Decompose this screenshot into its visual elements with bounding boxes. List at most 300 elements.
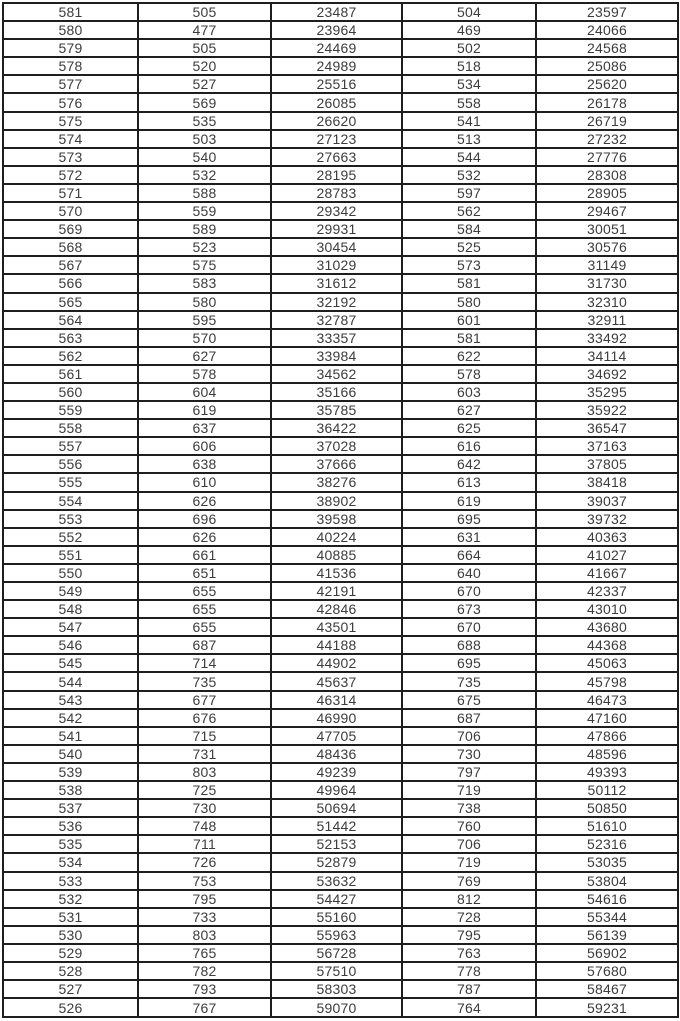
table-cell: 505 <box>138 39 271 57</box>
table-cell: 54427 <box>271 890 402 908</box>
table-cell: 57680 <box>536 962 678 980</box>
table-cell: 573 <box>3 148 138 166</box>
table-row <box>3 148 678 166</box>
table-cell: 544 <box>3 672 138 690</box>
table-row <box>3 3 678 21</box>
table-cell: 782 <box>138 962 271 980</box>
table-row <box>3 636 678 654</box>
table-cell: 559 <box>3 401 138 419</box>
table-cell: 28783 <box>271 184 402 202</box>
table-cell: 55344 <box>536 908 678 926</box>
table-cell: 626 <box>138 492 271 510</box>
table-row <box>3 745 678 763</box>
table-cell: 529 <box>3 944 138 962</box>
table-cell: 622 <box>402 347 536 365</box>
table-cell: 23597 <box>536 3 678 21</box>
table-cell: 40363 <box>536 528 678 546</box>
table-cell: 764 <box>402 998 536 1017</box>
table-cell: 29342 <box>271 202 402 220</box>
table-cell: 59070 <box>271 998 402 1017</box>
table-cell: 27232 <box>536 130 678 148</box>
table-cell: 24469 <box>271 39 402 57</box>
table-cell: 601 <box>402 311 536 329</box>
table-row <box>3 347 678 365</box>
table-cell: 619 <box>402 492 536 510</box>
table-cell: 533 <box>3 872 138 890</box>
table-cell: 566 <box>3 274 138 292</box>
table-cell: 523 <box>138 238 271 256</box>
table-row <box>3 998 678 1017</box>
table-cell: 562 <box>402 202 536 220</box>
table-cell: 41536 <box>271 564 402 582</box>
table-cell: 549 <box>3 582 138 600</box>
table-cell: 531 <box>3 908 138 926</box>
table-cell: 677 <box>138 691 271 709</box>
table-cell: 711 <box>138 835 271 853</box>
table-cell: 795 <box>138 890 271 908</box>
table-row <box>3 473 678 491</box>
table-cell: 664 <box>402 546 536 564</box>
table-cell: 530 <box>3 926 138 944</box>
table-cell: 688 <box>402 636 536 654</box>
table-row <box>3 727 678 745</box>
table-cell: 51610 <box>536 817 678 835</box>
table-cell: 31149 <box>536 256 678 274</box>
table-cell: 528 <box>3 962 138 980</box>
table-cell: 503 <box>138 130 271 148</box>
table-cell: 34114 <box>536 347 678 365</box>
table-cell: 730 <box>402 745 536 763</box>
table-cell: 578 <box>3 57 138 75</box>
table-cell: 32787 <box>271 311 402 329</box>
table-cell: 696 <box>138 510 271 528</box>
table-cell: 51442 <box>271 817 402 835</box>
table-cell: 44368 <box>536 636 678 654</box>
table-cell: 32192 <box>271 293 402 311</box>
table-row <box>3 21 678 39</box>
table-row <box>3 835 678 853</box>
table-cell: 56728 <box>271 944 402 962</box>
score-table-body <box>3 3 678 1017</box>
table-cell: 730 <box>138 799 271 817</box>
table-cell: 571 <box>3 184 138 202</box>
table-cell: 46990 <box>271 709 402 727</box>
table-cell: 556 <box>3 455 138 473</box>
table-cell: 24989 <box>271 57 402 75</box>
table-cell: 41027 <box>536 546 678 564</box>
table-cell: 604 <box>138 383 271 401</box>
table-cell: 568 <box>3 238 138 256</box>
table-cell: 38276 <box>271 473 402 491</box>
table-cell: 23964 <box>271 21 402 39</box>
table-cell: 31730 <box>536 274 678 292</box>
table-row <box>3 890 678 908</box>
table-row <box>3 853 678 871</box>
table-row <box>3 944 678 962</box>
table-cell: 36422 <box>271 419 402 437</box>
table-cell: 52879 <box>271 853 402 871</box>
table-cell: 803 <box>138 926 271 944</box>
table-cell: 546 <box>3 636 138 654</box>
table-cell: 535 <box>3 835 138 853</box>
table-cell: 580 <box>402 293 536 311</box>
table-cell: 30051 <box>536 220 678 238</box>
table-cell: 803 <box>138 763 271 781</box>
table-row <box>3 546 678 564</box>
table-cell: 576 <box>3 93 138 111</box>
table-cell: 578 <box>138 365 271 383</box>
table-cell: 26085 <box>271 93 402 111</box>
table-cell: 48436 <box>271 745 402 763</box>
table-row <box>3 112 678 130</box>
table-cell: 738 <box>402 799 536 817</box>
table-cell: 575 <box>138 256 271 274</box>
table-cell: 540 <box>138 148 271 166</box>
table-cell: 26178 <box>536 93 678 111</box>
table-cell: 52316 <box>536 835 678 853</box>
table-cell: 735 <box>138 672 271 690</box>
table-cell: 39732 <box>536 510 678 528</box>
table-cell: 49239 <box>271 763 402 781</box>
table-cell: 542 <box>3 709 138 727</box>
table-cell: 26719 <box>536 112 678 130</box>
table-cell: 42191 <box>271 582 402 600</box>
table-cell: 778 <box>402 962 536 980</box>
table-cell: 477 <box>138 21 271 39</box>
table-cell: 33984 <box>271 347 402 365</box>
table-cell: 561 <box>3 365 138 383</box>
table-cell: 565 <box>3 293 138 311</box>
table-cell: 35922 <box>536 401 678 419</box>
table-cell: 44902 <box>271 654 402 672</box>
table-cell: 31612 <box>271 274 402 292</box>
table-cell: 535 <box>138 112 271 130</box>
table-cell: 48596 <box>536 745 678 763</box>
table-cell: 45063 <box>536 654 678 672</box>
table-cell: 581 <box>3 3 138 21</box>
table-row <box>3 184 678 202</box>
table-cell: 616 <box>402 437 536 455</box>
table-cell: 35785 <box>271 401 402 419</box>
table-cell: 47866 <box>536 727 678 745</box>
table-cell: 42337 <box>536 582 678 600</box>
table-cell: 673 <box>402 600 536 618</box>
table-cell: 760 <box>402 817 536 835</box>
table-cell: 715 <box>138 727 271 745</box>
table-cell: 538 <box>3 781 138 799</box>
table-cell: 555 <box>3 473 138 491</box>
table-row <box>3 455 678 473</box>
table-row <box>3 817 678 835</box>
table-cell: 49393 <box>536 763 678 781</box>
table-cell: 544 <box>402 148 536 166</box>
table-cell: 53804 <box>536 872 678 890</box>
table-row <box>3 419 678 437</box>
table-cell: 534 <box>402 75 536 93</box>
table-cell: 537 <box>3 799 138 817</box>
table-cell: 27123 <box>271 130 402 148</box>
table-row <box>3 564 678 582</box>
table-row <box>3 781 678 799</box>
table-cell: 26620 <box>271 112 402 130</box>
table-cell: 765 <box>138 944 271 962</box>
table-cell: 44188 <box>271 636 402 654</box>
table-cell: 33492 <box>536 329 678 347</box>
table-cell: 57510 <box>271 962 402 980</box>
table-cell: 32911 <box>536 311 678 329</box>
table-cell: 637 <box>138 419 271 437</box>
table-cell: 53035 <box>536 853 678 871</box>
table-cell: 631 <box>402 528 536 546</box>
table-cell: 695 <box>402 654 536 672</box>
table-row <box>3 329 678 347</box>
table-cell: 43501 <box>271 618 402 636</box>
table-cell: 579 <box>3 39 138 57</box>
table-cell: 554 <box>3 492 138 510</box>
table-row <box>3 220 678 238</box>
table-cell: 695 <box>402 510 536 528</box>
table-cell: 567 <box>3 256 138 274</box>
table-cell: 532 <box>138 166 271 184</box>
table-row <box>3 872 678 890</box>
table-cell: 577 <box>3 75 138 93</box>
table-row <box>3 582 678 600</box>
table-cell: 572 <box>3 166 138 184</box>
table-cell: 540 <box>3 745 138 763</box>
table-cell: 34692 <box>536 365 678 383</box>
table-row <box>3 763 678 781</box>
table-cell: 55160 <box>271 908 402 926</box>
table-cell: 687 <box>138 636 271 654</box>
table-cell: 558 <box>402 93 536 111</box>
table-cell: 28195 <box>271 166 402 184</box>
table-cell: 59231 <box>536 998 678 1017</box>
table-cell: 24066 <box>536 21 678 39</box>
table-cell: 50112 <box>536 781 678 799</box>
table-cell: 547 <box>3 618 138 636</box>
table-cell: 58303 <box>271 980 402 998</box>
table-cell: 570 <box>138 329 271 347</box>
table-cell: 35166 <box>271 383 402 401</box>
table-cell: 655 <box>138 582 271 600</box>
table-row <box>3 962 678 980</box>
table-cell: 767 <box>138 998 271 1017</box>
table-cell: 37666 <box>271 455 402 473</box>
table-cell: 735 <box>402 672 536 690</box>
table-cell: 687 <box>402 709 536 727</box>
table-cell: 504 <box>402 3 536 21</box>
table-cell: 580 <box>3 21 138 39</box>
table-cell: 33357 <box>271 329 402 347</box>
table-row <box>3 311 678 329</box>
table-cell: 513 <box>402 130 536 148</box>
table-cell: 613 <box>402 473 536 491</box>
table-cell: 545 <box>3 654 138 672</box>
table-cell: 550 <box>3 564 138 582</box>
table-row <box>3 130 678 148</box>
table-cell: 570 <box>3 202 138 220</box>
table-cell: 29467 <box>536 202 678 220</box>
table-cell: 706 <box>402 835 536 853</box>
table-cell: 627 <box>402 401 536 419</box>
table-cell: 534 <box>3 853 138 871</box>
table-cell: 527 <box>3 980 138 998</box>
table-cell: 25086 <box>536 57 678 75</box>
table-row <box>3 437 678 455</box>
table-row <box>3 654 678 672</box>
table-cell: 581 <box>402 329 536 347</box>
table-cell: 43680 <box>536 618 678 636</box>
table-row <box>3 39 678 57</box>
table-row <box>3 672 678 690</box>
table-cell: 575 <box>3 112 138 130</box>
score-distribution-table <box>2 2 679 1018</box>
table-cell: 47160 <box>536 709 678 727</box>
table-cell: 578 <box>402 365 536 383</box>
table-cell: 558 <box>3 419 138 437</box>
table-row <box>3 365 678 383</box>
table-row <box>3 510 678 528</box>
table-cell: 562 <box>3 347 138 365</box>
table-cell: 706 <box>402 727 536 745</box>
table-cell: 606 <box>138 437 271 455</box>
table-cell: 661 <box>138 546 271 564</box>
table-cell: 526 <box>3 998 138 1017</box>
table-row <box>3 57 678 75</box>
table-cell: 714 <box>138 654 271 672</box>
table-cell: 469 <box>402 21 536 39</box>
table-cell: 625 <box>402 419 536 437</box>
table-cell: 676 <box>138 709 271 727</box>
table-cell: 610 <box>138 473 271 491</box>
table-cell: 532 <box>402 166 536 184</box>
table-cell: 525 <box>402 238 536 256</box>
table-cell: 32310 <box>536 293 678 311</box>
table-cell: 655 <box>138 618 271 636</box>
table-cell: 47705 <box>271 727 402 745</box>
table-cell: 581 <box>402 274 536 292</box>
table-cell: 638 <box>138 455 271 473</box>
table-cell: 795 <box>402 926 536 944</box>
table-cell: 53632 <box>271 872 402 890</box>
table-row <box>3 528 678 546</box>
table-cell: 39598 <box>271 510 402 528</box>
table-cell: 726 <box>138 853 271 871</box>
table-row <box>3 618 678 636</box>
table-cell: 25516 <box>271 75 402 93</box>
table-cell: 553 <box>3 510 138 528</box>
table-cell: 536 <box>3 817 138 835</box>
table-cell: 548 <box>3 600 138 618</box>
table-cell: 54616 <box>536 890 678 908</box>
table-cell: 505 <box>138 3 271 21</box>
table-cell: 812 <box>402 890 536 908</box>
table-row <box>3 202 678 220</box>
table-cell: 595 <box>138 311 271 329</box>
table-cell: 23487 <box>271 3 402 21</box>
table-cell: 563 <box>3 329 138 347</box>
table-cell: 731 <box>138 745 271 763</box>
table-cell: 588 <box>138 184 271 202</box>
table-cell: 50694 <box>271 799 402 817</box>
table-row <box>3 383 678 401</box>
table-cell: 719 <box>402 853 536 871</box>
table-cell: 38418 <box>536 473 678 491</box>
table-cell: 541 <box>402 112 536 130</box>
table-cell: 655 <box>138 600 271 618</box>
table-cell: 50850 <box>536 799 678 817</box>
table-cell: 564 <box>3 311 138 329</box>
table-cell: 49964 <box>271 781 402 799</box>
table-cell: 39037 <box>536 492 678 510</box>
table-cell: 753 <box>138 872 271 890</box>
table-cell: 37805 <box>536 455 678 473</box>
table-cell: 787 <box>402 980 536 998</box>
table-row <box>3 908 678 926</box>
table-row <box>3 238 678 256</box>
table-cell: 584 <box>402 220 536 238</box>
table-cell: 42846 <box>271 600 402 618</box>
table-cell: 24568 <box>536 39 678 57</box>
table-row <box>3 293 678 311</box>
table-cell: 763 <box>402 944 536 962</box>
table-cell: 27663 <box>271 148 402 166</box>
table-cell: 675 <box>402 691 536 709</box>
table-row <box>3 980 678 998</box>
table-cell: 552 <box>3 528 138 546</box>
table-row <box>3 274 678 292</box>
table-cell: 46314 <box>271 691 402 709</box>
table-cell: 45798 <box>536 672 678 690</box>
table-cell: 569 <box>3 220 138 238</box>
table-row <box>3 709 678 727</box>
table-cell: 551 <box>3 546 138 564</box>
table-cell: 719 <box>402 781 536 799</box>
table-cell: 589 <box>138 220 271 238</box>
table-cell: 670 <box>402 618 536 636</box>
table-cell: 520 <box>138 57 271 75</box>
table-cell: 45637 <box>271 672 402 690</box>
table-cell: 28905 <box>536 184 678 202</box>
table-cell: 55963 <box>271 926 402 944</box>
table-row <box>3 926 678 944</box>
table-cell: 502 <box>402 39 536 57</box>
table-row <box>3 75 678 93</box>
table-cell: 37163 <box>536 437 678 455</box>
table-cell: 34562 <box>271 365 402 383</box>
table-row <box>3 691 678 709</box>
table-cell: 41667 <box>536 564 678 582</box>
table-cell: 40885 <box>271 546 402 564</box>
table-cell: 573 <box>402 256 536 274</box>
table-row <box>3 492 678 510</box>
table-cell: 27776 <box>536 148 678 166</box>
table-cell: 543 <box>3 691 138 709</box>
table-cell: 36547 <box>536 419 678 437</box>
table-cell: 580 <box>138 293 271 311</box>
table-cell: 640 <box>402 564 536 582</box>
table-row <box>3 600 678 618</box>
table-cell: 569 <box>138 93 271 111</box>
table-cell: 797 <box>402 763 536 781</box>
table-cell: 574 <box>3 130 138 148</box>
table-cell: 559 <box>138 202 271 220</box>
table-row <box>3 93 678 111</box>
table-cell: 583 <box>138 274 271 292</box>
table-row <box>3 799 678 817</box>
table-cell: 527 <box>138 75 271 93</box>
table-row <box>3 401 678 419</box>
